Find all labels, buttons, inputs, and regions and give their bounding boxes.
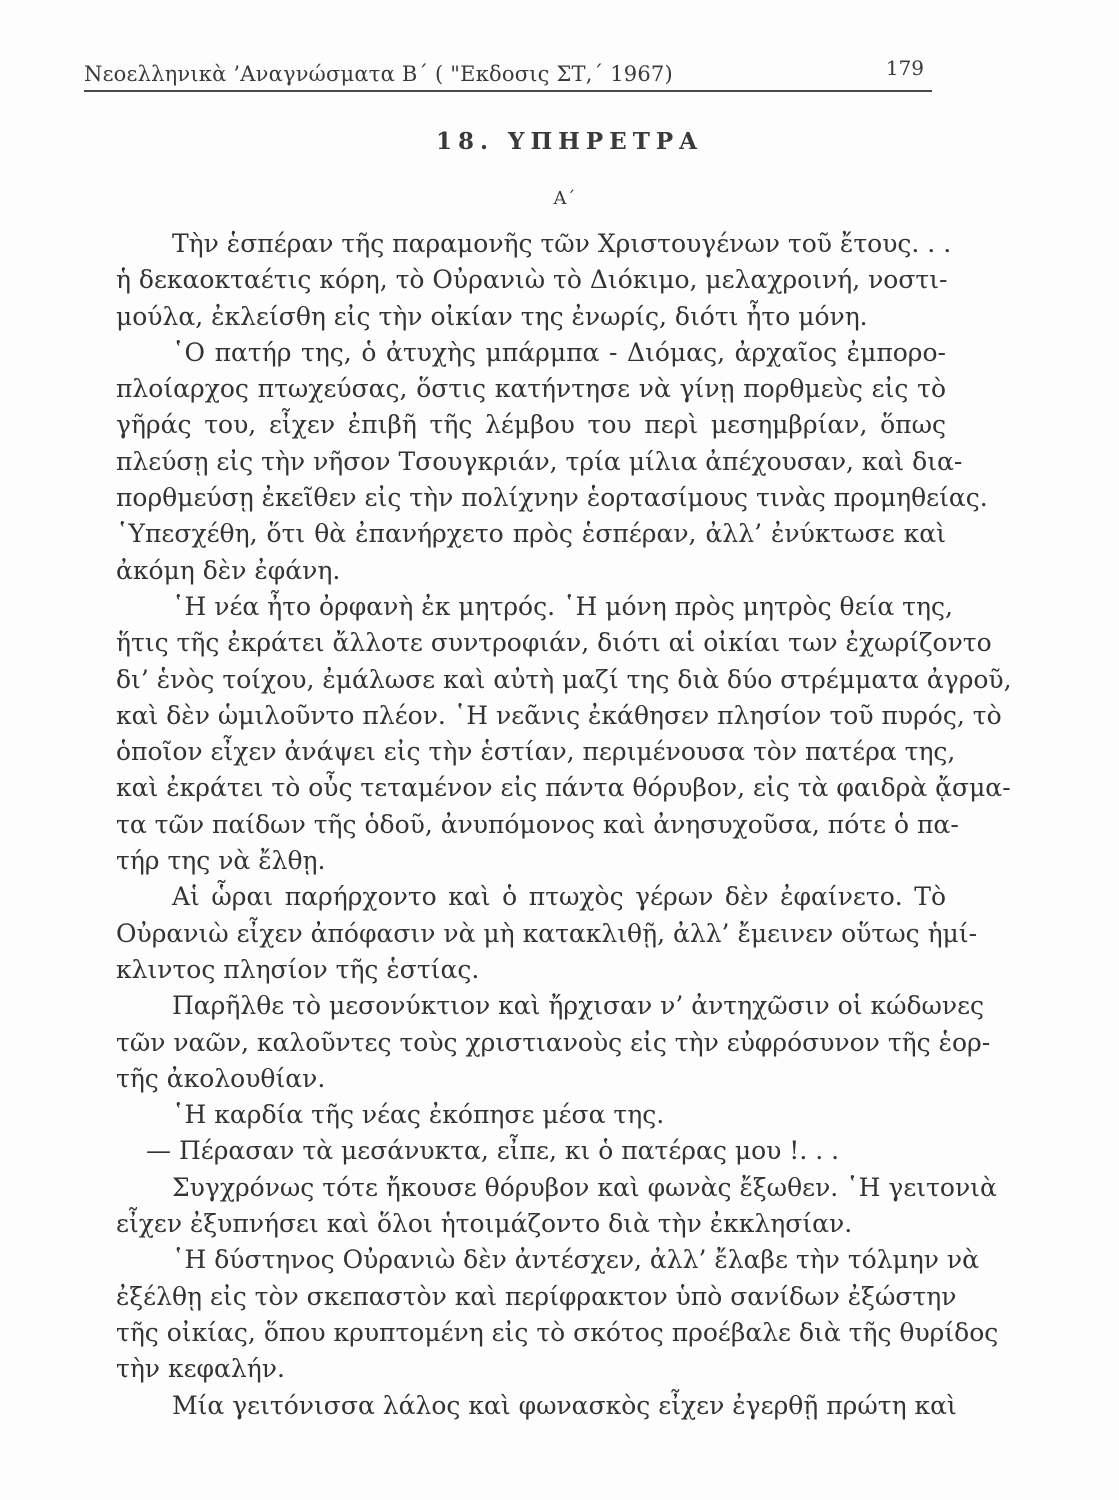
- text-line: τῆς οἰκίας, ὅπου κρυπτομένη εἰς τὸ σκότος προέβαλε διὰ τῆς θυρίδος: [116, 1317, 999, 1347]
- page-number: 179: [885, 56, 924, 80]
- text-line: ῾Ο πατήρ της, ὁ ἀτυχὴς μπάρμπα - Διόμας, ἀρχαῖος ἐμπορο-: [172, 337, 946, 367]
- text-line: δι’ ἑνὸς τοίχου, ἐμάλωσε καὶ αὐτὴ μαζί της διὰ δύο στρέμματα ἀγροῦ,: [116, 664, 1012, 694]
- text-line: κλιντος πλησίον τῆς ἑστίας.: [116, 954, 480, 984]
- text-line: Μία γειτόνισσα λάλος καὶ φωνασκὸς εἶχεν ἐγερθῇ πρώτη καὶ: [172, 1390, 957, 1420]
- text-line: πλεύσῃ εἰς τὴν νῆσον Τσουγκριάν, τρία μίλια ἀπέχουσαν, καὶ δια-: [116, 446, 963, 476]
- text-line: ῾Η νέα ἦτο ὀρφανὴ ἐκ μητρός. ῾Η μόνη πρὸς μητρὸς θεία της,: [172, 591, 953, 621]
- text-line: Παρῆλθε τὸ μεσονύκτιον καὶ ἤρχισαν ν’ ἀντηχῶσιν οἱ κώδωνες: [172, 991, 985, 1021]
- text-line: ῾Υπεσχέθη, ὅτι θὰ ἐπανήρχετο πρὸς ἑσπέραν, ἀλλ’ ἐνύκτωσε καὶ: [116, 519, 946, 549]
- text-line: Αἱ ὧραι παρήρχοντο καὶ ὁ πτωχὸς γέρων δὲν ἐφαίνετο. Τὸ: [172, 882, 946, 912]
- chapter-title: 18. ΥΠΗΡΕΤΡΑ: [436, 128, 703, 155]
- text-line: εἶχεν ἐξυπνήσει καὶ ὅλοι ἡτοιμάζοντο διὰ τὴν ἐκκλησίαν.: [116, 1209, 853, 1239]
- text-line: τῆς ἀκολουθίαν.: [116, 1063, 326, 1093]
- text-line: μούλα, ἐκλείσθη εἰς τὴν οἰκίαν της ἐνωρίς, διότι ἦτο μόνη.: [116, 301, 868, 331]
- text-line: πορθμεύσῃ ἐκεῖθεν εἰς τὴν πολίχνην ἑορτασίμους τινὰς προμηθείας.: [116, 483, 988, 513]
- section-mark: Α΄: [553, 188, 576, 209]
- text-line: τῶν ναῶν, καλοῦντες τοὺς χριστιανοὺς εἰς τὴν εὐφρόσυνον τῆς ἑορ-: [116, 1027, 991, 1057]
- text-line: ἡ δεκαοκταέτις κόρη, τὸ Οὐρανιὼ τὸ Διόκιμο, μελαχροινή, νοστι-: [116, 265, 948, 295]
- text-line: πλοίαρχος πτωχεύσας, ὅστις κατήντησε νὰ γίνῃ πορθμεὺς εἰς τὸ: [116, 374, 946, 404]
- text-line: καὶ ἐκράτει τὸ οὖς τεταμένον εἰς πάντα θόρυβον, εἰς τὰ φαιδρὰ ᾄσμα-: [116, 773, 1011, 803]
- text-line: καὶ δὲν ὡμιλοῦντο πλέον. ῾Η νεᾶνις ἐκάθησεν πλησίον τοῦ πυρός, τὸ: [116, 700, 1002, 730]
- text-line: Οὐρανιὼ εἶχεν ἀπόφασιν νὰ μὴ κατακλιθῇ, ἀλλ’ ἔμεινεν οὕτως ἡμί-: [116, 918, 978, 948]
- text-line: τὴν κεφαλήν.: [116, 1354, 285, 1384]
- text-line: τα τῶν παίδων τῆς ὁδοῦ, ἀνυπόμονος καὶ ἀνησυχοῦσα, πότε ὁ πα-: [116, 809, 959, 839]
- text-line: ἐξέλθῃ εἰς τὸν σκεπαστὸν καὶ περίφρακτον ὑπὸ σανίδων ἐξώστην: [116, 1281, 957, 1311]
- text-line: ῾Η δύστηνος Οὐρανιὼ δὲν ἀντέσχεν, ἀλλ’ ἔλαβε τὴν τόλμην νὰ: [172, 1245, 979, 1275]
- text-line: Τὴν ἑσπέραν τῆς παραμονῆς τῶν Χριστουγένων τοῦ ἔτους. . .: [172, 229, 952, 258]
- body-text: [116, 226, 1012, 1424]
- text-line: ἥτις τῆς ἐκράτει ἄλλοτε συντροφιάν, διότι αἱ οἰκίαι των ἐχωρίζοντο: [116, 628, 992, 658]
- text-line: ῾Η καρδία τῆς νέας ἐκόπησε μέσα της.: [172, 1100, 665, 1130]
- text-line: — Πέρασαν τὰ μεσάνυκτα, εἶπε, κι ὁ πατέρας μου !. . .: [146, 1136, 840, 1166]
- text-line: ὁποῖον εἶχεν ἀνάψει εἰς τὴν ἑστίαν, περιμένουσα τὸν πατέρα της,: [116, 737, 956, 767]
- text-line: Συγχρόνως τότε ἤκουσε θόρυβον καὶ φωνὰς ἔξωθεν. ῾Η γειτονιὰ: [172, 1172, 997, 1202]
- text-line: ἀκόμη δὲν ἐφάνη.: [116, 555, 341, 585]
- running-title: Νεοελληνικὰ ’Αναγνώσματα Β΄ ( "Εκδοσις ΣΤ,΄ 1967): [84, 62, 673, 86]
- text-line: γῆράς του, εἶχεν ἐπιβῆ τῆς λέμβου του περὶ μεσημβρίαν, ὅπως: [116, 410, 946, 440]
- text-line: τήρ της νὰ ἔλθῃ.: [116, 846, 326, 876]
- running-header: [84, 56, 932, 92]
